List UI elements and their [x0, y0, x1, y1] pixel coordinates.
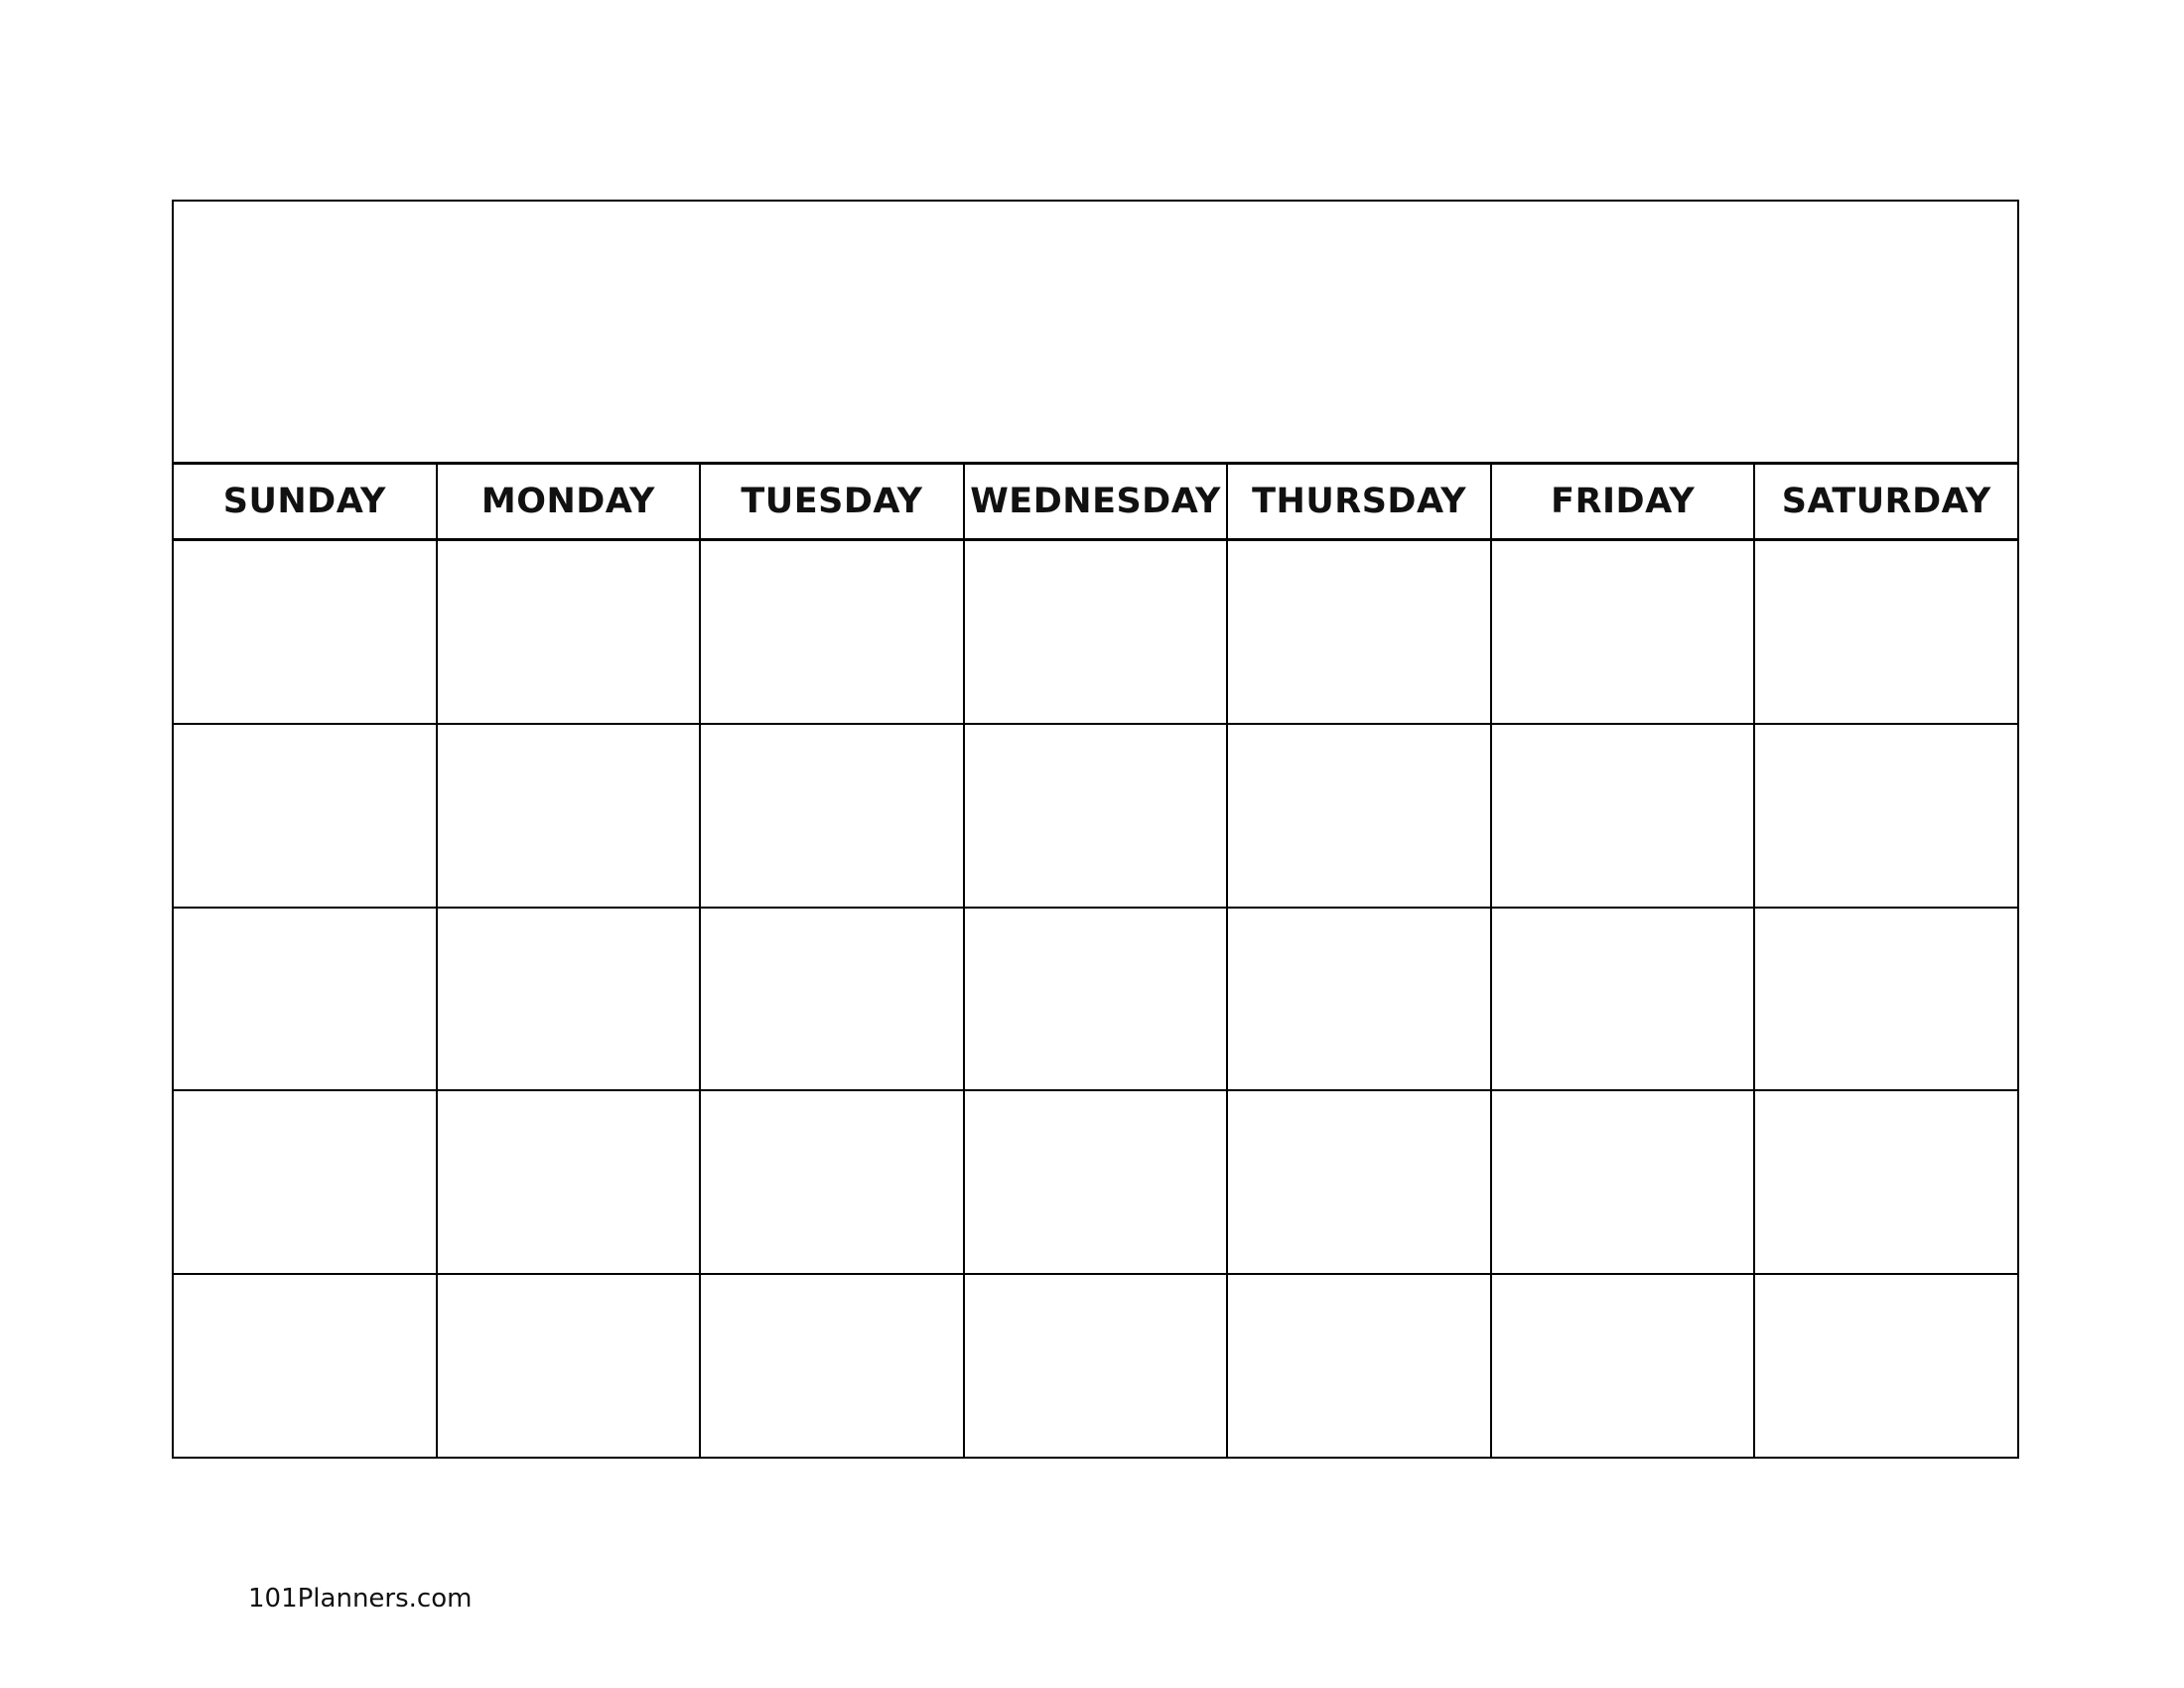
day-header-monday: MONDAY [438, 465, 702, 538]
day-header-tuesday: TUESDAY [701, 465, 965, 538]
day-cell [438, 541, 702, 723]
day-header-saturday: SATURDAY [1781, 482, 1991, 521]
day-cell [1755, 725, 2017, 907]
day-header-sunday: SUNDAY [174, 465, 438, 538]
day-cell [965, 1091, 1229, 1273]
day-cell [1228, 725, 1492, 907]
day-cell [174, 725, 438, 907]
day-cell [965, 725, 1229, 907]
day-cell [1492, 1275, 1756, 1457]
month-title-area [174, 202, 2017, 465]
day-cell [1492, 541, 1756, 723]
day-cell [1755, 909, 2017, 1090]
day-cell [1755, 1091, 2017, 1273]
day-cell [965, 541, 1229, 723]
footer-website: 101Planners.com [248, 1584, 473, 1614]
week-row [174, 541, 2017, 725]
day-header-thursday: THURSDAY [1228, 465, 1492, 538]
week-row [174, 1275, 2017, 1457]
day-cell [174, 1091, 438, 1273]
day-cell [965, 909, 1229, 1090]
day-header-wednesday: WEDNESDAY [965, 465, 1229, 538]
day-cell [174, 1275, 438, 1457]
day-cell [1228, 1275, 1492, 1457]
day-cell [438, 725, 702, 907]
day-cell [174, 909, 438, 1090]
day-cell [174, 541, 438, 723]
day-cell [1492, 1091, 1756, 1273]
day-cell [701, 909, 965, 1090]
day-cell [1228, 541, 1492, 723]
week-row [174, 1091, 2017, 1275]
day-cell [1492, 909, 1756, 1090]
weeks-container [174, 541, 2017, 1457]
day-cell [701, 1091, 965, 1273]
day-cell [438, 1275, 702, 1457]
day-header-friday: FRIDAY [1492, 465, 1756, 538]
day-cell [1228, 1091, 1492, 1273]
day-cell [701, 541, 965, 723]
day-header-row [174, 465, 2017, 541]
day-cell [1755, 541, 2017, 723]
day-cell [965, 1275, 1229, 1457]
day-cell [701, 725, 965, 907]
day-cell [1755, 1275, 2017, 1457]
calendar-grid [172, 200, 2019, 1459]
day-cell [438, 1091, 702, 1273]
day-cell [438, 909, 702, 1090]
day-cell [1228, 909, 1492, 1090]
week-row [174, 725, 2017, 909]
day-cell [701, 1275, 965, 1457]
day-cell [1492, 725, 1756, 907]
week-row [174, 909, 2017, 1092]
